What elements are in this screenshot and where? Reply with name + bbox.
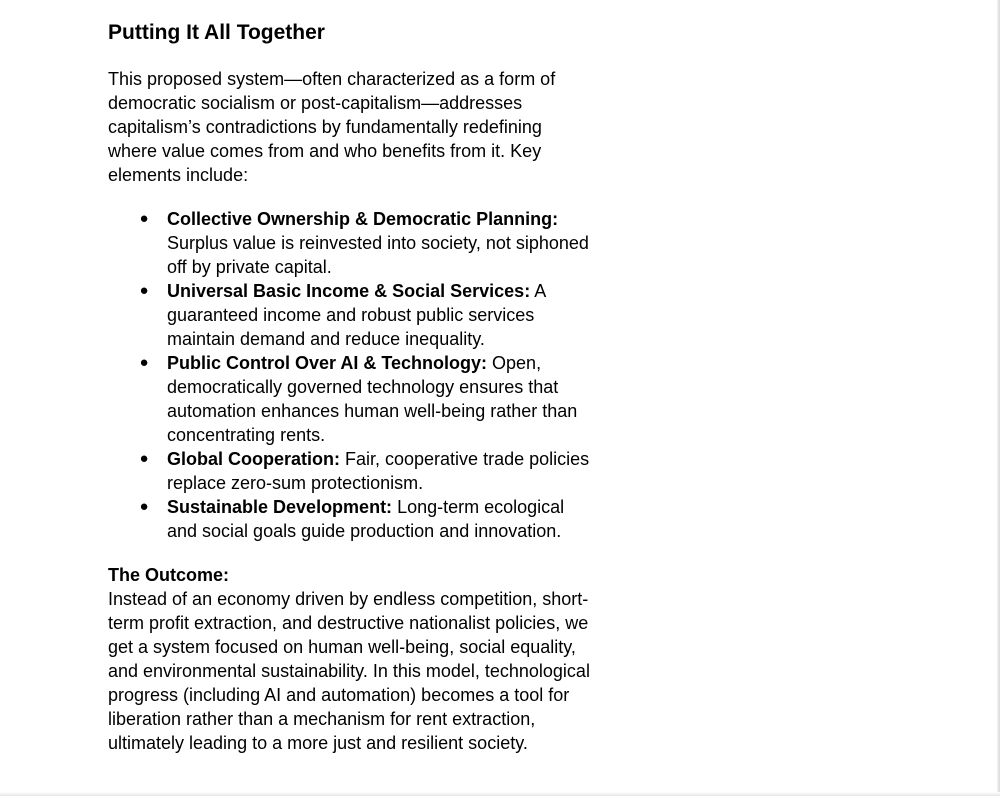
outcome-heading: The Outcome: <box>108 565 230 585</box>
list-item-term: Sustainable Development: <box>167 497 393 517</box>
list-item <box>108 495 597 543</box>
page-bottom-edge <box>0 792 1000 796</box>
list-item-text: Long-term ecological and social goals guide production and innovation. <box>167 497 565 541</box>
list-item <box>108 207 597 279</box>
list-item-text: Open, democratically governed technology ensures that automation enhances human well-being rather than concentrating rents. <box>167 353 578 445</box>
bullet-icon: ● <box>139 210 149 227</box>
list-item-term: Public Control Over AI & Technology: <box>167 353 488 373</box>
list-item-term: Collective Ownership & Democratic Planning: <box>167 209 559 229</box>
list-item-term: Global Cooperation: <box>167 449 340 469</box>
section-heading: Putting It All Together <box>108 21 325 44</box>
list-item <box>108 447 597 495</box>
intro-paragraph: This proposed system—often characterized as a form of democratic socialism or post-capitalism—addresses capitalism’s contradictions by fundamentally redefining where value comes from and who benefits from it. Key elements include: <box>108 69 556 185</box>
key-elements-list <box>108 207 608 543</box>
list-item <box>108 279 597 351</box>
bullet-icon: ● <box>139 282 149 299</box>
list-item-term: Universal Basic Income & Social Services: <box>167 281 531 301</box>
document-body <box>108 18 608 755</box>
list-item-text: A guaranteed income and robust public services maintain demand and reduce inequality. <box>167 281 546 349</box>
list-item-text: Fair, cooperative trade policies replace zero-sum protectionism. <box>167 449 590 493</box>
bullet-icon: ● <box>139 498 149 515</box>
list-item <box>108 351 597 447</box>
bullet-icon: ● <box>139 450 149 467</box>
outcome-paragraph: Instead of an economy driven by endless competition, short-term profit extraction, and destructive nationalist policies, we get a system focused on human well-being, social equality, and environmental sustainability. In this model, technological progress (including AI and automation) becomes a tool for liberation rather than a mechanism for rent extraction, ultimately leading to a more just and resilient society. <box>108 589 590 753</box>
bullet-icon: ● <box>139 354 149 371</box>
list-item-text: Surplus value is reinvested into society, not siphoned off by private capital. <box>167 233 589 277</box>
